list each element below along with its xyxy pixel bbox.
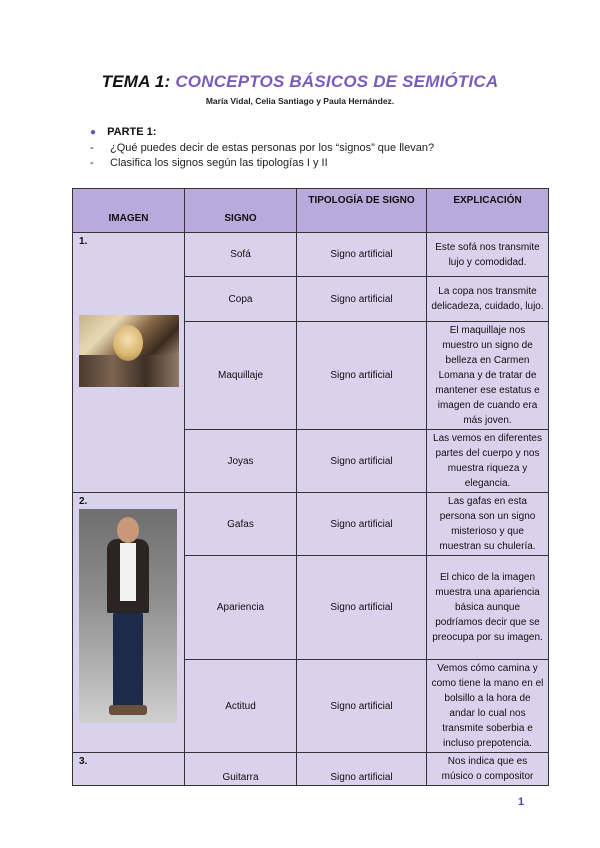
signo-cell: Gafas <box>185 493 297 556</box>
explicacion-cell: Vemos cómo camina y como tiene la mano en el bolsillo a la hora de andar lo cual nos transmite soberbia e incluso prepotencia. <box>427 660 549 753</box>
image-cell-2 <box>73 493 185 753</box>
tipologia-cell: Signo artificial <box>297 556 427 660</box>
question-line: - ¿Qué puedes decir de estas personas por los “signos” que llevan? <box>90 142 435 154</box>
question-text: ¿Qué puedes decir de estas personas por los “signos” que llevan? <box>110 142 435 154</box>
table-row <box>73 493 549 556</box>
explicacion-cell: Este sofá nos transmite lujo y comodidad. <box>427 233 549 277</box>
table-row <box>73 753 549 786</box>
explicacion-cell: Nos indica que es músico o compositor <box>427 753 549 786</box>
table-header-row <box>73 189 549 233</box>
document-title <box>0 72 600 92</box>
woman-with-fur-photo <box>79 315 179 387</box>
explicacion-cell: El maquillaje nos muestro un signo de belleza en Carmen Lomana y de tratar de mantener ese estatus e imagen de cuando era más joven. <box>427 322 549 430</box>
tipologia-cell: Signo artificial <box>297 493 427 556</box>
page-number: 1 <box>518 796 525 808</box>
signo-cell: Apariencia <box>185 556 297 660</box>
signo-cell: Guitarra <box>185 753 297 786</box>
header-explicacion: EXPLICACIÓN <box>427 189 549 233</box>
row-number: 2. <box>79 496 88 507</box>
header-tipologia: TIPOLOGÍA DE SIGNO <box>297 189 427 233</box>
signo-cell: Maquillaje <box>185 322 297 430</box>
signo-cell: Sofá <box>185 233 297 277</box>
tipologia-cell: Signo artificial <box>297 277 427 322</box>
title-text: CONCEPTOS BÁSICOS DE SEMIÓTICA <box>175 72 499 91</box>
title-prefix: TEMA 1: <box>101 72 171 91</box>
signo-cell: Joyas <box>185 430 297 493</box>
header-imagen: IMAGEN <box>73 189 185 233</box>
signo-cell: Copa <box>185 277 297 322</box>
header-signo: SIGNO <box>185 189 297 233</box>
question-text: Clasifica los signos según las tipologías I y II <box>110 157 328 169</box>
man-in-leather-jacket-photo <box>79 509 177 723</box>
authors-line: María Vidal, Celia Santiago y Paula Hernández. <box>205 96 395 106</box>
image-cell-3 <box>73 753 185 786</box>
row-number: 1. <box>79 236 88 247</box>
tipologia-cell: Signo artificial <box>297 322 427 430</box>
part-heading <box>90 126 156 138</box>
table-row <box>73 233 549 277</box>
bullet-icon: ● <box>90 127 97 138</box>
tipologia-cell: Signo artificial <box>297 430 427 493</box>
part-label: PARTE 1: <box>107 126 157 138</box>
image-cell-1 <box>73 233 185 493</box>
explicacion-cell: El chico de la imagen muestra una apariencia básica aunque podríamos decir que se preocupa por su imagen. <box>427 556 549 660</box>
explicacion-cell: Las vemos en diferentes partes del cuerpo y nos muestra riqueza y elegancia. <box>427 430 549 493</box>
explicacion-cell: La copa nos transmite delicadeza, cuidado, lujo. <box>427 277 549 322</box>
row-number: 3. <box>79 756 88 767</box>
signo-cell: Actitud <box>185 660 297 753</box>
tipologia-cell: Signo artificial <box>297 660 427 753</box>
question-line: - Clasifica los signos según las tipologías I y II <box>90 157 328 169</box>
tipologia-cell: Signo artificial <box>297 233 427 277</box>
explicacion-cell: Las gafas en esta persona son un signo misterioso y que muestran su chulería. <box>427 493 549 556</box>
signs-table <box>72 188 549 786</box>
tipologia-cell: Signo artificial <box>297 753 427 786</box>
